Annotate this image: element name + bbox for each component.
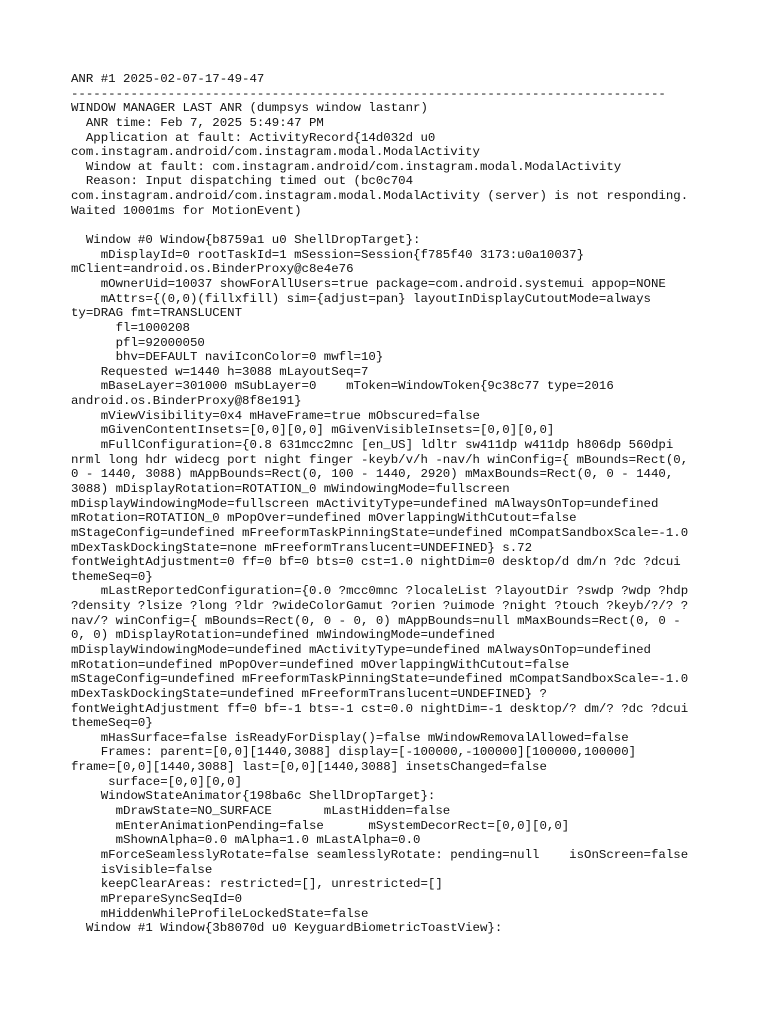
log-line: mAttrs={(0,0)(fillxfill) sim={adjust=pan} layoutInDisplayCutoutMode=always <box>71 291 651 306</box>
log-line: com.instagram.android/com.instagram.modal.ModalActivity <box>71 145 480 160</box>
log-line: nav/? winConfig={ mBounds=Rect(0, 0 - 0, 0) mAppBounds=null mMaxBounds=Rect(0, 0 - <box>71 613 681 628</box>
log-line: WindowStateAnimator{198ba6c ShellDropTarget}: <box>71 789 436 804</box>
log-line: android.os.BinderProxy@8f8e191} <box>71 394 302 409</box>
log-line: mDexTaskDockingState=none mFreeformTranslucent=UNDEFINED} s.72 <box>71 540 533 555</box>
log-line: mOwnerUid=10037 showForAllUsers=true package=com.android.systemui appop=NONE <box>71 276 666 291</box>
log-line: ty=DRAG fmt=TRANSLUCENT <box>71 306 243 321</box>
log-line: Waited 10001ms for MotionEvent) <box>71 203 302 218</box>
log-line: mPrepareSyncSeqId=0 <box>71 891 243 906</box>
log-line: Requested w=1440 h=3088 mLayoutSeq=7 <box>71 364 369 379</box>
log-line: mDrawState=NO_SURFACE mLastHidden=false <box>71 804 451 819</box>
log-line <box>71 218 761 233</box>
log-line: themeSeq=0} <box>71 569 153 584</box>
log-line: mStageConfig=undefined mFreeformTaskPinningState=undefined mCompatSandboxScale=-1.0 <box>71 672 689 687</box>
log-line: fontWeightAdjustment=0 ff=0 bf=0 bts=0 cst=1.0 nightDim=0 desktop/d dm/n ?dc ?dcui <box>71 555 681 570</box>
log-line: mClient=android.os.BinderProxy@c8e4e76 <box>71 262 354 277</box>
log-line: mHasSurface=false isReadyForDisplay()=false mWindowRemovalAllowed=false <box>71 730 629 745</box>
log-line: mRotation=undefined mPopOver=undefined mOverlappingWithCutout=false <box>71 657 570 672</box>
log-line: -------------------------------------------------------------------------------- <box>71 86 666 101</box>
log-line: 0, 0) mDisplayRotation=undefined mWindowingMode=undefined <box>71 628 495 643</box>
log-line: mForceSeamlesslyRotate=false seamlesslyRotate: pending=null isOnScreen=false <box>71 847 689 862</box>
log-line: mBaseLayer=301000 mSubLayer=0 mToken=WindowToken{9c38c77 type=2016 <box>71 379 614 394</box>
log-line: mStageConfig=undefined mFreeformTaskPinningState=undefined mCompatSandboxScale=-1.0 <box>71 525 689 540</box>
log-line: mEnterAnimationPending=false mSystemDecorRect=[0,0][0,0] <box>71 818 570 833</box>
log-line: WINDOW MANAGER LAST ANR (dumpsys window lastanr) <box>71 101 428 116</box>
log-line: ANR #1 2025-02-07-17-49-47 <box>71 72 265 86</box>
log-line: mViewVisibility=0x4 mHaveFrame=true mObscured=false <box>71 408 480 423</box>
log-line: isVisible=false <box>71 862 213 877</box>
log-line: mHiddenWhileProfileLockedState=false <box>71 906 369 921</box>
log-line: pfl=92000050 <box>71 335 205 350</box>
log-line: 0 - 1440, 3088) mAppBounds=Rect(0, 100 - 1440, 2920) mMaxBounds=Rect(0, 0 - 1440, <box>71 467 674 482</box>
log-line: themeSeq=0} <box>71 716 153 731</box>
log-line: surface=[0,0][0,0] <box>71 774 243 789</box>
log-line: fontWeightAdjustment ff=0 bf=-1 bts=-1 cst=0.0 nightDim=-1 desktop/? dm/? ?dc ?dcui <box>71 701 689 716</box>
log-line: Application at fault: ActivityRecord{14d032d u0 <box>71 130 436 145</box>
log-line: 3088) mDisplayRotation=ROTATION_0 mWindowingMode=fullscreen <box>71 481 510 496</box>
log-line: Window #1 Window{3b8070d u0 KeyguardBiometricToastView}: <box>71 921 503 936</box>
log-line: mFullConfiguration={0.8 631mcc2mnc [en_US] ldltr sw411dp w411dp h806dp 560dpi <box>71 438 674 453</box>
log-line: Frames: parent=[0,0][1440,3088] display=[-100000,-100000][100000,100000] <box>71 745 637 760</box>
log-line: Window #0 Window{b8759a1 u0 ShellDropTarget}: <box>71 233 421 248</box>
log-line: frame=[0,0][1440,3088] last=[0,0][1440,3088] insetsChanged=false <box>71 760 547 775</box>
log-line: mShownAlpha=0.0 mAlpha=1.0 mLastAlpha=0.0 <box>71 833 421 848</box>
log-line: Reason: Input dispatching timed out (bc0c704 <box>71 174 414 189</box>
log-line: ?density ?lsize ?long ?ldr ?wideColorGamut ?orien ?uimode ?night ?touch ?keyb/?/? ? <box>71 599 689 614</box>
anr-log-document <box>71 72 761 936</box>
log-line: com.instagram.android/com.instagram.modal.ModalActivity (server) is not responding. <box>71 189 689 204</box>
log-line: bhv=DEFAULT naviIconColor=0 mwfl=10} <box>71 350 384 365</box>
log-line: fl=1000208 <box>71 320 190 335</box>
log-line: mLastReportedConfiguration={0.0 ?mcc0mnc ?localeList ?layoutDir ?swdp ?wdp ?hdp <box>71 584 689 599</box>
log-line: mDisplayId=0 rootTaskId=1 mSession=Session{f785f40 3173:u0a10037} <box>71 247 585 262</box>
log-line: mDisplayWindowingMode=undefined mActivityType=undefined mAlwaysOnTop=undefined <box>71 642 651 657</box>
log-line: ANR time: Feb 7, 2025 5:49:47 PM <box>71 115 324 130</box>
log-line: mDisplayWindowingMode=fullscreen mActivityType=undefined mAlwaysOnTop=undefined <box>71 496 659 511</box>
log-line: mDexTaskDockingState=undefined mFreeformTranslucent=UNDEFINED} ? <box>71 686 547 701</box>
log-line: Window at fault: com.instagram.android/com.instagram.modal.ModalActivity <box>71 159 622 174</box>
log-line: keepClearAreas: restricted=[], unrestricted=[] <box>71 877 443 892</box>
log-line: nrml long hdr widecg port night finger -keyb/v/h -nav/h winConfig={ mBounds=Rect(0, <box>71 452 689 467</box>
log-line: mGivenContentInsets=[0,0][0,0] mGivenVisibleInsets=[0,0][0,0] <box>71 423 555 438</box>
log-line: mRotation=ROTATION_0 mPopOver=undefined mOverlappingWithCutout=false <box>71 511 577 526</box>
